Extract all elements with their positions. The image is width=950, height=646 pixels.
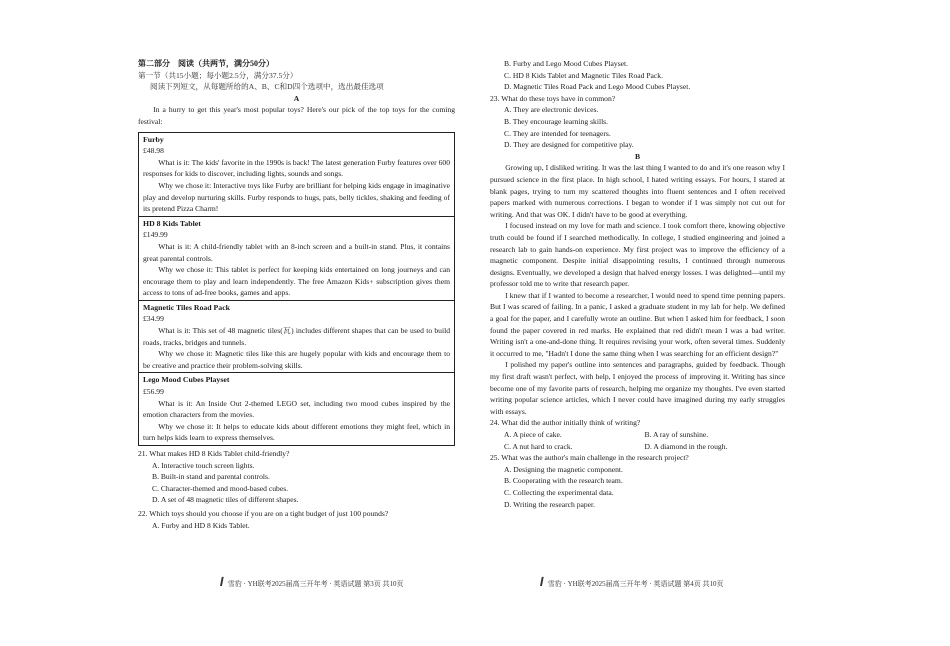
toy-what: What is it: This set of 48 magnetic tiles(瓦) includes different shapes that can be used to build roads, tracks, bridges and tunnels. bbox=[143, 326, 450, 347]
toy-item bbox=[139, 373, 454, 445]
option: D. A set of 48 magnetic tiles of different shapes. bbox=[152, 495, 299, 505]
option: A. Designing the magnetic component. bbox=[504, 464, 623, 474]
footer-text: 雪豹 · YH联考2025届高三开年考 · 英语试题 第4页 共10页 bbox=[547, 579, 724, 588]
brand-logo-icon: ꟾ bbox=[540, 578, 544, 589]
left-page bbox=[138, 58, 455, 531]
part-title: 第二部分 阅读（共两节，满分50分） bbox=[138, 59, 274, 68]
question-stem: 21. What makes HD 8 Kids Tablet child-friendly? bbox=[138, 449, 290, 458]
toy-name: Furby bbox=[143, 134, 164, 144]
option: B. A ray of sunshine. bbox=[644, 430, 709, 439]
toy-price: £48.98 bbox=[143, 146, 164, 156]
toy-price: £34.99 bbox=[143, 314, 164, 324]
brand-logo-icon: ꟾ bbox=[220, 578, 224, 589]
option: A. Interactive touch screen lights. bbox=[152, 460, 255, 470]
right-footer bbox=[540, 578, 724, 589]
option: C. They are intended for teenagers. bbox=[504, 128, 611, 138]
paragraph: I knew that if I wanted to become a researcher, I would need to spend time penning papers. But I was scared of failing. In a panic, I asked a graduate student in my lab for help. We defined a goal for the paper, and I carefully wrote an outline. But when I asked him for feedback, I soon found the paper covered in red marks. He explained that red didn't mean I was a bad writer. Writing isn't a one-and-done thing. It requires revising your work, often several times. Suddenly it occurred to me, "Hadn't I done the same thing when I was searching for an efficient design?" bbox=[490, 290, 785, 358]
toy-why: Why we chose it: It helps to educate kids about different emotions they might feel, which in turn helps kids learn to express themselves. bbox=[143, 421, 450, 443]
footer-text: 雪豹 · YH联考2025届高三开年考 · 英语试题 第3页 共10页 bbox=[227, 579, 404, 588]
option: A. Furby and HD 8 Kids Tablet. bbox=[152, 520, 250, 530]
toy-why: Why we chose it: Magnetic tiles like this are hugely popular with kids and encourage them to be creative and practice their problem-solving skills. bbox=[143, 349, 450, 370]
option: D. Magnetic Tiles Road Pack and Lego Mood Cubes Playset. bbox=[504, 82, 691, 92]
question-stem: 25. What was the author's main challenge in the research project? bbox=[490, 453, 689, 463]
toy-what: What is it: A child-friendly tablet with an 8-inch screen and a built-in stand. Plus, it contains great parental controls. bbox=[143, 241, 450, 263]
paragraph: I focused instead on my love for math and science. I took comfort there, knowing objective truth could be found if I searched methodically. In college, I studied engineering and joined a research lab to gain hands-on experience. My first project was to improve the efficiency of a magnetic component. Despite initial disappointing results, I continued through numerous designs. Eventually, we developed a design that halved energy losses. I was delighted—until my professor told me to write that research paper. bbox=[490, 221, 785, 289]
option: B. Cooperating with the research team. bbox=[504, 476, 623, 486]
toy-why: Why we chose it: Interactive toys like Furby are brilliant for helping kids engage in imaginative play and develop nurturing skills. Furby responds to hugs, pats, belly tickles, shaking and feeding of its pretend Pizza Charm! bbox=[143, 180, 450, 214]
section-note: 第一节（共15小题；每小题2.5分，满分37.5分） bbox=[138, 70, 298, 80]
option: A. A piece of cake. bbox=[504, 430, 562, 439]
option: B. Furby and Lego Mood Cubes Playset. bbox=[504, 59, 629, 68]
option: D. Writing the research paper. bbox=[504, 499, 596, 509]
toy-name: HD 8 Kids Tablet bbox=[143, 218, 201, 228]
option: C. Collecting the experimental data. bbox=[504, 487, 614, 497]
passage-label-b: B bbox=[634, 151, 641, 161]
toy-name: Magnetic Tiles Road Pack bbox=[143, 302, 230, 312]
option-row bbox=[490, 429, 785, 441]
option: B. Built-in stand and parental controls. bbox=[152, 472, 270, 482]
option: D. They are designed for competitive play. bbox=[504, 140, 634, 150]
toy-item bbox=[139, 301, 454, 374]
question-25 bbox=[490, 452, 785, 510]
passage-intro: In a hurry to get this year's most popular toys? Here's our pick of the top toys for the coming festival: bbox=[138, 105, 455, 126]
option: C. A nut hard to crack. bbox=[504, 441, 573, 451]
option: A. They are electronic devices. bbox=[504, 105, 599, 115]
right-page bbox=[490, 58, 785, 510]
toy-why: Why we chose it: This tablet is perfect for keeping kids entertained on long journeys and can encourage them to play and learn independently. The free Amazon Kids+ subscription gives them access to tons of ad-free books, games and apps. bbox=[143, 265, 450, 298]
question-21 bbox=[138, 448, 455, 506]
left-footer bbox=[220, 578, 404, 589]
question-stem: 23. What do these toys have in common? bbox=[490, 93, 616, 103]
passage-label-a: A bbox=[293, 93, 300, 103]
option: C. HD 8 Kids Tablet and Magnetic Tiles Road Pack. bbox=[504, 70, 663, 80]
toy-what: What is it: An Inside Out 2-themed LEGO set, including two mood cubes inspired by the emotion characters from the movies. bbox=[143, 398, 450, 420]
toy-price: £149.99 bbox=[143, 230, 168, 240]
toy-item bbox=[139, 133, 454, 217]
question-stem: 22. Which toys should you choose if you are on a tight budget of just 100 pounds? bbox=[138, 508, 389, 518]
toy-price: £56.99 bbox=[143, 387, 164, 397]
option: D. A diamond in the rough. bbox=[644, 441, 728, 451]
toy-list-box bbox=[138, 132, 455, 446]
question-22 bbox=[138, 508, 455, 531]
paragraph: I polished my paper's outline into sentences and paragraphs, guided by feedback. Though my first draft wasn't perfect, with help, I enjoyed the process of improving it. Writing has since become one of my favorite parts of research, helping me organize my thoughts. I've even started writing popular science articles, which I never could have imagined during my early struggles with essays. bbox=[490, 360, 785, 416]
option: C. Character-themed and mood-based cubes. bbox=[152, 483, 289, 493]
question-24 bbox=[490, 417, 785, 452]
toy-name: Lego Mood Cubes Playset bbox=[143, 375, 230, 385]
option-row bbox=[490, 441, 785, 453]
option: B. They encourage learning skills. bbox=[504, 116, 609, 126]
question-23 bbox=[490, 93, 785, 151]
instruction: 阅读下列短文，从每题所给的A、B、C和D四个选项中，选出最佳选项 bbox=[150, 82, 384, 92]
toy-item bbox=[139, 217, 454, 301]
paragraph: Growing up, I disliked writing. It was the last thing I wanted to do and it's one reason why I pursued science in the first place. In high school, I hated writing essays. For hours, I stared at blank pages, trying to turn my scattered thoughts into fluent sentences and I often received papers marked with numerous corrections. I began to wonder if I was simply not cut out for writing. And that was OK. I didn't have to be good at everything. bbox=[490, 163, 785, 219]
question-stem: 24. What did the author initially think of writing? bbox=[490, 418, 641, 428]
toy-what: What is it: The kids' favorite in the 1990s is back! The latest generation Furby features over 600 responses for kids to discover, including lights, sounds and songs. bbox=[143, 157, 450, 179]
